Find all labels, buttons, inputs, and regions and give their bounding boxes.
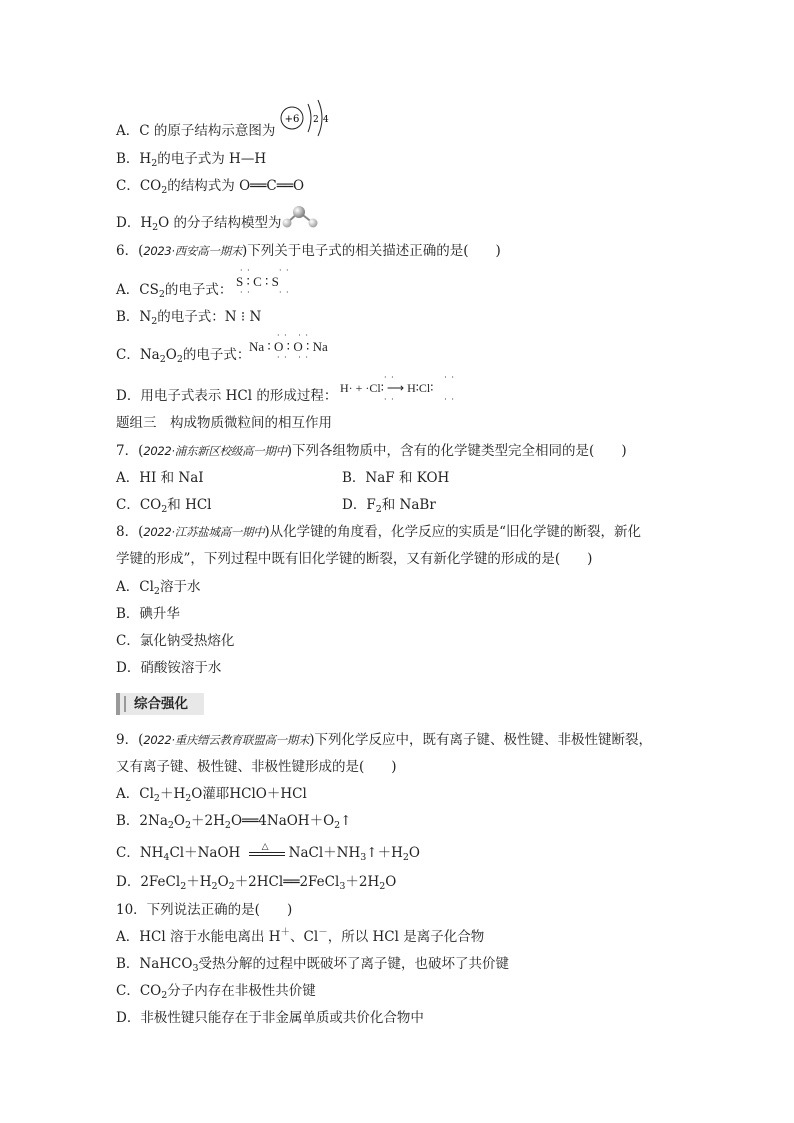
q6-b-text: B．N bbox=[116, 309, 152, 325]
q9-stem-line2: 又有离子键、极性键、非极性键形成的是( ) bbox=[116, 759, 397, 775]
q10-option-b bbox=[116, 955, 509, 973]
q9-d-sub2: 2 bbox=[211, 881, 218, 892]
q5-d-rest: O 的分子结构模型为 bbox=[158, 215, 282, 231]
q10-c-rest: 分子内存在非极性共价键 bbox=[167, 983, 316, 999]
q7-option-c bbox=[116, 496, 212, 514]
q7-stem-text: )下列各组物质中，含有的化学键类型完全相同的是( ) bbox=[286, 443, 627, 459]
q9-b-sub4: 2 bbox=[334, 820, 341, 831]
q10-a-text: A．HCl 溶于水能电离出 H bbox=[116, 929, 281, 945]
q6-a-sub: 2 bbox=[158, 289, 165, 300]
q7-c-rest: 和 HCl bbox=[167, 497, 212, 513]
q6-stem bbox=[116, 242, 501, 260]
q5-option-b bbox=[116, 150, 266, 168]
q6-a-text: A．CS bbox=[116, 282, 159, 298]
q9-c-end: ↑＋H bbox=[366, 845, 403, 861]
q10-c-sub: 2 bbox=[161, 990, 168, 1001]
group3-heading: 题组三 构成物质微粒间的相互作用 bbox=[116, 415, 332, 431]
q6-b-rest: 的电子式：N ⁝ N bbox=[157, 309, 262, 325]
q8-stem bbox=[116, 523, 641, 541]
atom-nucleus-label: +6 bbox=[284, 114, 300, 125]
q9-b-sub2: 2 bbox=[185, 820, 192, 831]
q7-source: 2022·浦东新区校级高一期中 bbox=[143, 444, 287, 458]
q10-option-a bbox=[116, 928, 484, 946]
q7-option-a: A．HI 和 NaI bbox=[116, 470, 204, 486]
q5-option-d bbox=[116, 214, 282, 232]
heating-condition-arrow bbox=[249, 841, 285, 856]
q9-option-b bbox=[116, 812, 352, 830]
q5-b-sub: 2 bbox=[151, 158, 158, 169]
carbon-atom-diagram bbox=[278, 98, 348, 138]
q9-c-mid: Cl＋NaOH bbox=[169, 845, 241, 861]
q5-d-text: D．H bbox=[116, 215, 153, 231]
q9-c-sub2: 3 bbox=[360, 852, 367, 863]
delta-symbol: △ bbox=[261, 841, 269, 852]
q9-d-text: D．2FeCl bbox=[116, 874, 181, 890]
q10-b-text: B．NaHCO bbox=[116, 956, 193, 972]
q9-d-mid4: ＋2H bbox=[345, 874, 380, 890]
q10-b-sub: 3 bbox=[192, 963, 199, 974]
q9-d-sub5: 2 bbox=[379, 881, 386, 892]
q9-a-rest: O灌耶HClO＋HCl bbox=[191, 786, 307, 802]
atom-shell-1 bbox=[308, 104, 311, 132]
q5-b-text: B．H bbox=[116, 151, 152, 167]
q7-option-b: B．NaF 和 KOH bbox=[342, 470, 450, 486]
q8-number: 8．( bbox=[116, 524, 144, 540]
q9-d-mid: ＋H bbox=[186, 874, 212, 890]
q5-option-a bbox=[116, 122, 275, 140]
q8-source: 2022·江苏盐城高一期中 bbox=[143, 525, 265, 539]
q7-c-text: C．CO bbox=[116, 497, 162, 513]
q9-source: 2022·重庆缙云教育联盟高一期末 bbox=[143, 733, 310, 747]
q10-a-mid: 、Cl bbox=[290, 929, 319, 945]
q9-a-sub2: 2 bbox=[185, 793, 192, 804]
hcl-formation-formula: · · · · H· + ·Cl∶ ⟶ H∶Cl∶ · · · · bbox=[340, 373, 455, 404]
q6-c-rest: 的电子式： bbox=[182, 347, 251, 363]
q5-option-c bbox=[116, 177, 304, 195]
q10-stem: 10．下列说法正确的是( ) bbox=[116, 902, 293, 918]
q6-a-rest: 的电子式： bbox=[164, 282, 233, 298]
q9-b-mid: O bbox=[173, 813, 185, 829]
q9-d-mid3: ＋2HCl══2FeCl bbox=[234, 874, 340, 890]
cs2-electron-formula: · · · · S ∶ C ∶ S · · · · bbox=[236, 266, 290, 297]
q7-option-d bbox=[342, 496, 436, 514]
q7-d-rest: 和 NaBr bbox=[381, 497, 436, 513]
q9-d-end: O bbox=[385, 874, 397, 890]
q6-source: 2023·西安高一期末 bbox=[143, 244, 242, 258]
q6-c-sub: 2 bbox=[159, 354, 166, 365]
q8-a-text: A．Cl bbox=[116, 579, 154, 595]
q8-a-sub: 2 bbox=[153, 586, 160, 597]
q9-option-a bbox=[116, 785, 307, 803]
cs2-formula-text: S ∶ C ∶ S bbox=[236, 274, 279, 289]
q6-stem-text: )下列关于电子式的相关描述正确的是( ) bbox=[241, 243, 501, 259]
q8-a-rest: 溶于水 bbox=[159, 579, 201, 595]
q9-d-sub3: 2 bbox=[228, 881, 235, 892]
atom-shell1-count: 2 bbox=[313, 115, 319, 125]
q8-option-c: C．氯化钠受热熔化 bbox=[116, 633, 235, 649]
q9-c-sub: 4 bbox=[163, 852, 170, 863]
q6-option-c bbox=[116, 346, 250, 364]
q9-b-sub3: 2 bbox=[224, 820, 231, 831]
q10-b-rest: 受热分解的过程中既破坏了离子键，也破坏了共价键 bbox=[198, 956, 509, 972]
q6-c-mid: O bbox=[165, 347, 177, 363]
q9-c-rest: NaCl＋NH bbox=[288, 845, 361, 861]
hcl-formula-text: H· + ·Cl∶ ⟶ H∶Cl∶ bbox=[340, 381, 434, 395]
na2o2-formula-text: Na ∶ O ∶ O ∶ Na bbox=[249, 339, 328, 354]
q9-c-text: C．NH bbox=[116, 845, 164, 861]
q9-option-c bbox=[116, 841, 420, 863]
q10-c-text: C．CO bbox=[116, 983, 162, 999]
q9-b-sub: 2 bbox=[167, 820, 174, 831]
q9-c-end2: O bbox=[408, 845, 420, 861]
q6-b-sub: 2 bbox=[151, 316, 158, 327]
q10-a-sup: ＋ bbox=[280, 927, 291, 938]
q9-a-sub: 2 bbox=[153, 793, 160, 804]
q10-a-rest: ，所以 HCl 是离子化合物 bbox=[327, 929, 485, 945]
q7-number: 7．( bbox=[116, 443, 144, 459]
q5-a-text: A．C 的原子结构示意图为 bbox=[116, 123, 276, 139]
q8-option-d: D．硝酸铵溶于水 bbox=[116, 660, 222, 676]
q7-c-sub: 2 bbox=[161, 504, 168, 515]
q5-b-rest: 的电子式为 H—H bbox=[157, 151, 267, 167]
q9-b-end: ↑ bbox=[340, 813, 352, 829]
q5-c-sub: 2 bbox=[161, 185, 168, 196]
q6-option-b bbox=[116, 308, 261, 326]
atom-shell2-count: 4 bbox=[323, 115, 329, 125]
q8-stem-text: )从化学键的角度看，化学反应的实质是“旧化学键的断裂，新化 bbox=[264, 524, 642, 540]
q7-stem bbox=[116, 442, 627, 460]
q10-option-d: D．非极性键只能存在于非金属单质或共价化合物中 bbox=[116, 1010, 424, 1026]
q6-c-text: C．Na bbox=[116, 347, 160, 363]
q10-option-c bbox=[116, 982, 316, 1000]
q9-stem bbox=[116, 731, 652, 749]
q6-d-text: D．用电子式表示 HCl 的形成过程： bbox=[116, 388, 338, 404]
q9-b-mid2: ＋2H bbox=[191, 813, 225, 829]
q6-c-sub2: 2 bbox=[176, 354, 183, 365]
q8-option-b: B．碘升华 bbox=[116, 606, 180, 622]
na2o2-electron-formula: · · · · Na ∶ O ∶ O ∶ Na · · · · bbox=[249, 331, 328, 362]
q5-d-sub: 2 bbox=[152, 222, 159, 233]
q9-b-rest: O══4NaOH＋O bbox=[230, 813, 335, 829]
q5-c-rest: 的结构式为 O══C══O bbox=[167, 178, 305, 194]
section-header: 综合强化 bbox=[116, 693, 204, 715]
q9-option-d bbox=[116, 873, 396, 891]
q9-d-sub: 2 bbox=[180, 881, 187, 892]
q9-d-mid2: O bbox=[217, 874, 229, 890]
q9-b-text: B．2Na bbox=[116, 813, 168, 829]
q9-number: 9．( bbox=[116, 732, 144, 748]
q9-d-sub4: 3 bbox=[339, 881, 346, 892]
q9-a-mid: ＋H bbox=[159, 786, 186, 802]
q8-stem-line2: 学键的形成”，下列过程中既有旧化学键的断裂，又有新化学键的形成的是( ) bbox=[116, 551, 593, 567]
q10-a-sup2: － bbox=[318, 927, 328, 938]
q9-c-sub3: 2 bbox=[402, 852, 409, 863]
q9-a-text: A．Cl bbox=[116, 786, 154, 802]
q9-stem-text: )下列化学反应中，既有离子键、极性键、非极性键断裂， bbox=[309, 732, 652, 748]
q6-number: 6．( bbox=[116, 243, 144, 259]
q7-d-sub: 2 bbox=[375, 504, 382, 515]
q7-d-text: D．F bbox=[342, 497, 376, 513]
q5-c-text: C．CO bbox=[116, 178, 162, 194]
q8-option-a bbox=[116, 578, 200, 596]
water-molecule-model-icon bbox=[279, 204, 323, 230]
q6-option-d bbox=[116, 387, 337, 405]
q6-option-a bbox=[116, 281, 232, 299]
